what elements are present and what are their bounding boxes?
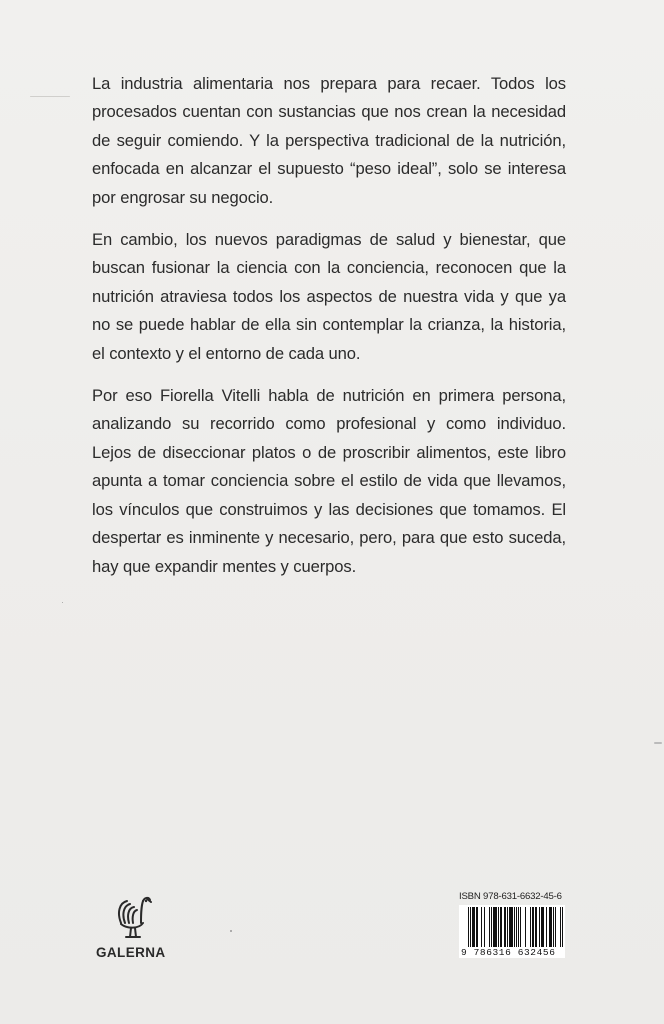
barcode-digits: 9 786316 632456	[459, 947, 565, 958]
barcode-bar	[500, 907, 501, 947]
publisher-logo	[96, 893, 176, 973]
barcode-bar	[541, 907, 542, 947]
isbn-label: ISBN 978-631-6632-45-6	[459, 891, 562, 902]
rooster-logo-icon	[113, 893, 157, 945]
barcode-bar	[509, 907, 510, 947]
barcode-bar	[476, 907, 477, 947]
barcode-bar	[511, 907, 512, 947]
barcode-bar	[494, 907, 495, 947]
blurb-paragraph-1: La industria alimentaria nos prepara para recaer. Todos los procesados cuentan con sustancias que nos crean la necesidad de seguir comiendo. Y la perspectiva tradicional de la nutrición, enfocada en alcanzar el supuesto “peso ideal”, solo se interesa por engrosar su negocio.	[92, 74, 566, 207]
barcode-bar	[549, 907, 550, 947]
barcode-bar	[473, 907, 474, 947]
blurb-paragraph-2: En cambio, los nuevos paradigmas de salud y bienestar, que buscan fusionar la ciencia con la conciencia, reconocen que la nutrición atraviesa todos los aspectos de nuestra vida y que ya no se puede hablar de ella sin contemplar la crianza, la historia, el contexto y el entorno de cada uno.	[92, 230, 566, 363]
barcode-bar	[495, 907, 496, 947]
barcode-bar	[542, 907, 543, 947]
barcode-bar	[477, 907, 478, 947]
paper-mark	[62, 602, 63, 603]
barcode-bar	[491, 907, 492, 947]
barcode-bar	[546, 907, 547, 947]
barcode-bar	[539, 907, 540, 947]
barcode-bar	[536, 907, 537, 947]
barcode-bar	[530, 907, 531, 947]
barcode-bar	[489, 907, 490, 947]
barcode-bar	[512, 907, 513, 947]
barcode-bar	[493, 907, 494, 947]
barcode-bar	[543, 907, 544, 947]
publisher-name: GALERNA	[96, 945, 166, 960]
isbn-barcode-block	[459, 891, 565, 969]
barcode-bar	[505, 907, 506, 947]
barcode-bar	[474, 907, 475, 947]
barcode-bar	[533, 907, 534, 947]
blurb-paragraph-3: Por eso Fiorella Vitelli habla de nutrición en primera persona, analizando su recorrido como profesional y como individuo. Lejos de diseccionar platos o de proscribir alimentos, este libro apunta a tomar conciencia sobre el estilo de vida que llevamos, los vínculos que construimos y las decisiones que tomamos. El despertar es inminente y necesario, pero, para que esto suceda, hay que expandir mentes y cuerpos.	[92, 386, 566, 576]
barcode-bar	[484, 907, 485, 947]
paper-mark	[230, 930, 232, 932]
blurb-text	[92, 70, 566, 595]
barcode-bar	[551, 907, 552, 947]
paper-mark	[30, 96, 70, 97]
paper-mark	[654, 742, 662, 744]
barcode-bar	[518, 907, 519, 947]
barcode-bar	[501, 907, 502, 947]
barcode-bar	[535, 907, 536, 947]
barcode-bar	[520, 907, 521, 947]
barcode-bar	[504, 907, 505, 947]
barcode-bar	[553, 907, 554, 947]
barcode-bar	[525, 907, 526, 947]
barcode-bar	[550, 907, 551, 947]
barcode-bar	[510, 907, 511, 947]
barcode-bar	[498, 907, 499, 947]
barcode-bar	[472, 907, 473, 947]
barcode-bar	[555, 907, 556, 947]
barcode-bar	[496, 907, 497, 947]
barcode-bar	[532, 907, 533, 947]
barcode-bar	[507, 907, 508, 947]
barcode-bar	[481, 907, 482, 947]
